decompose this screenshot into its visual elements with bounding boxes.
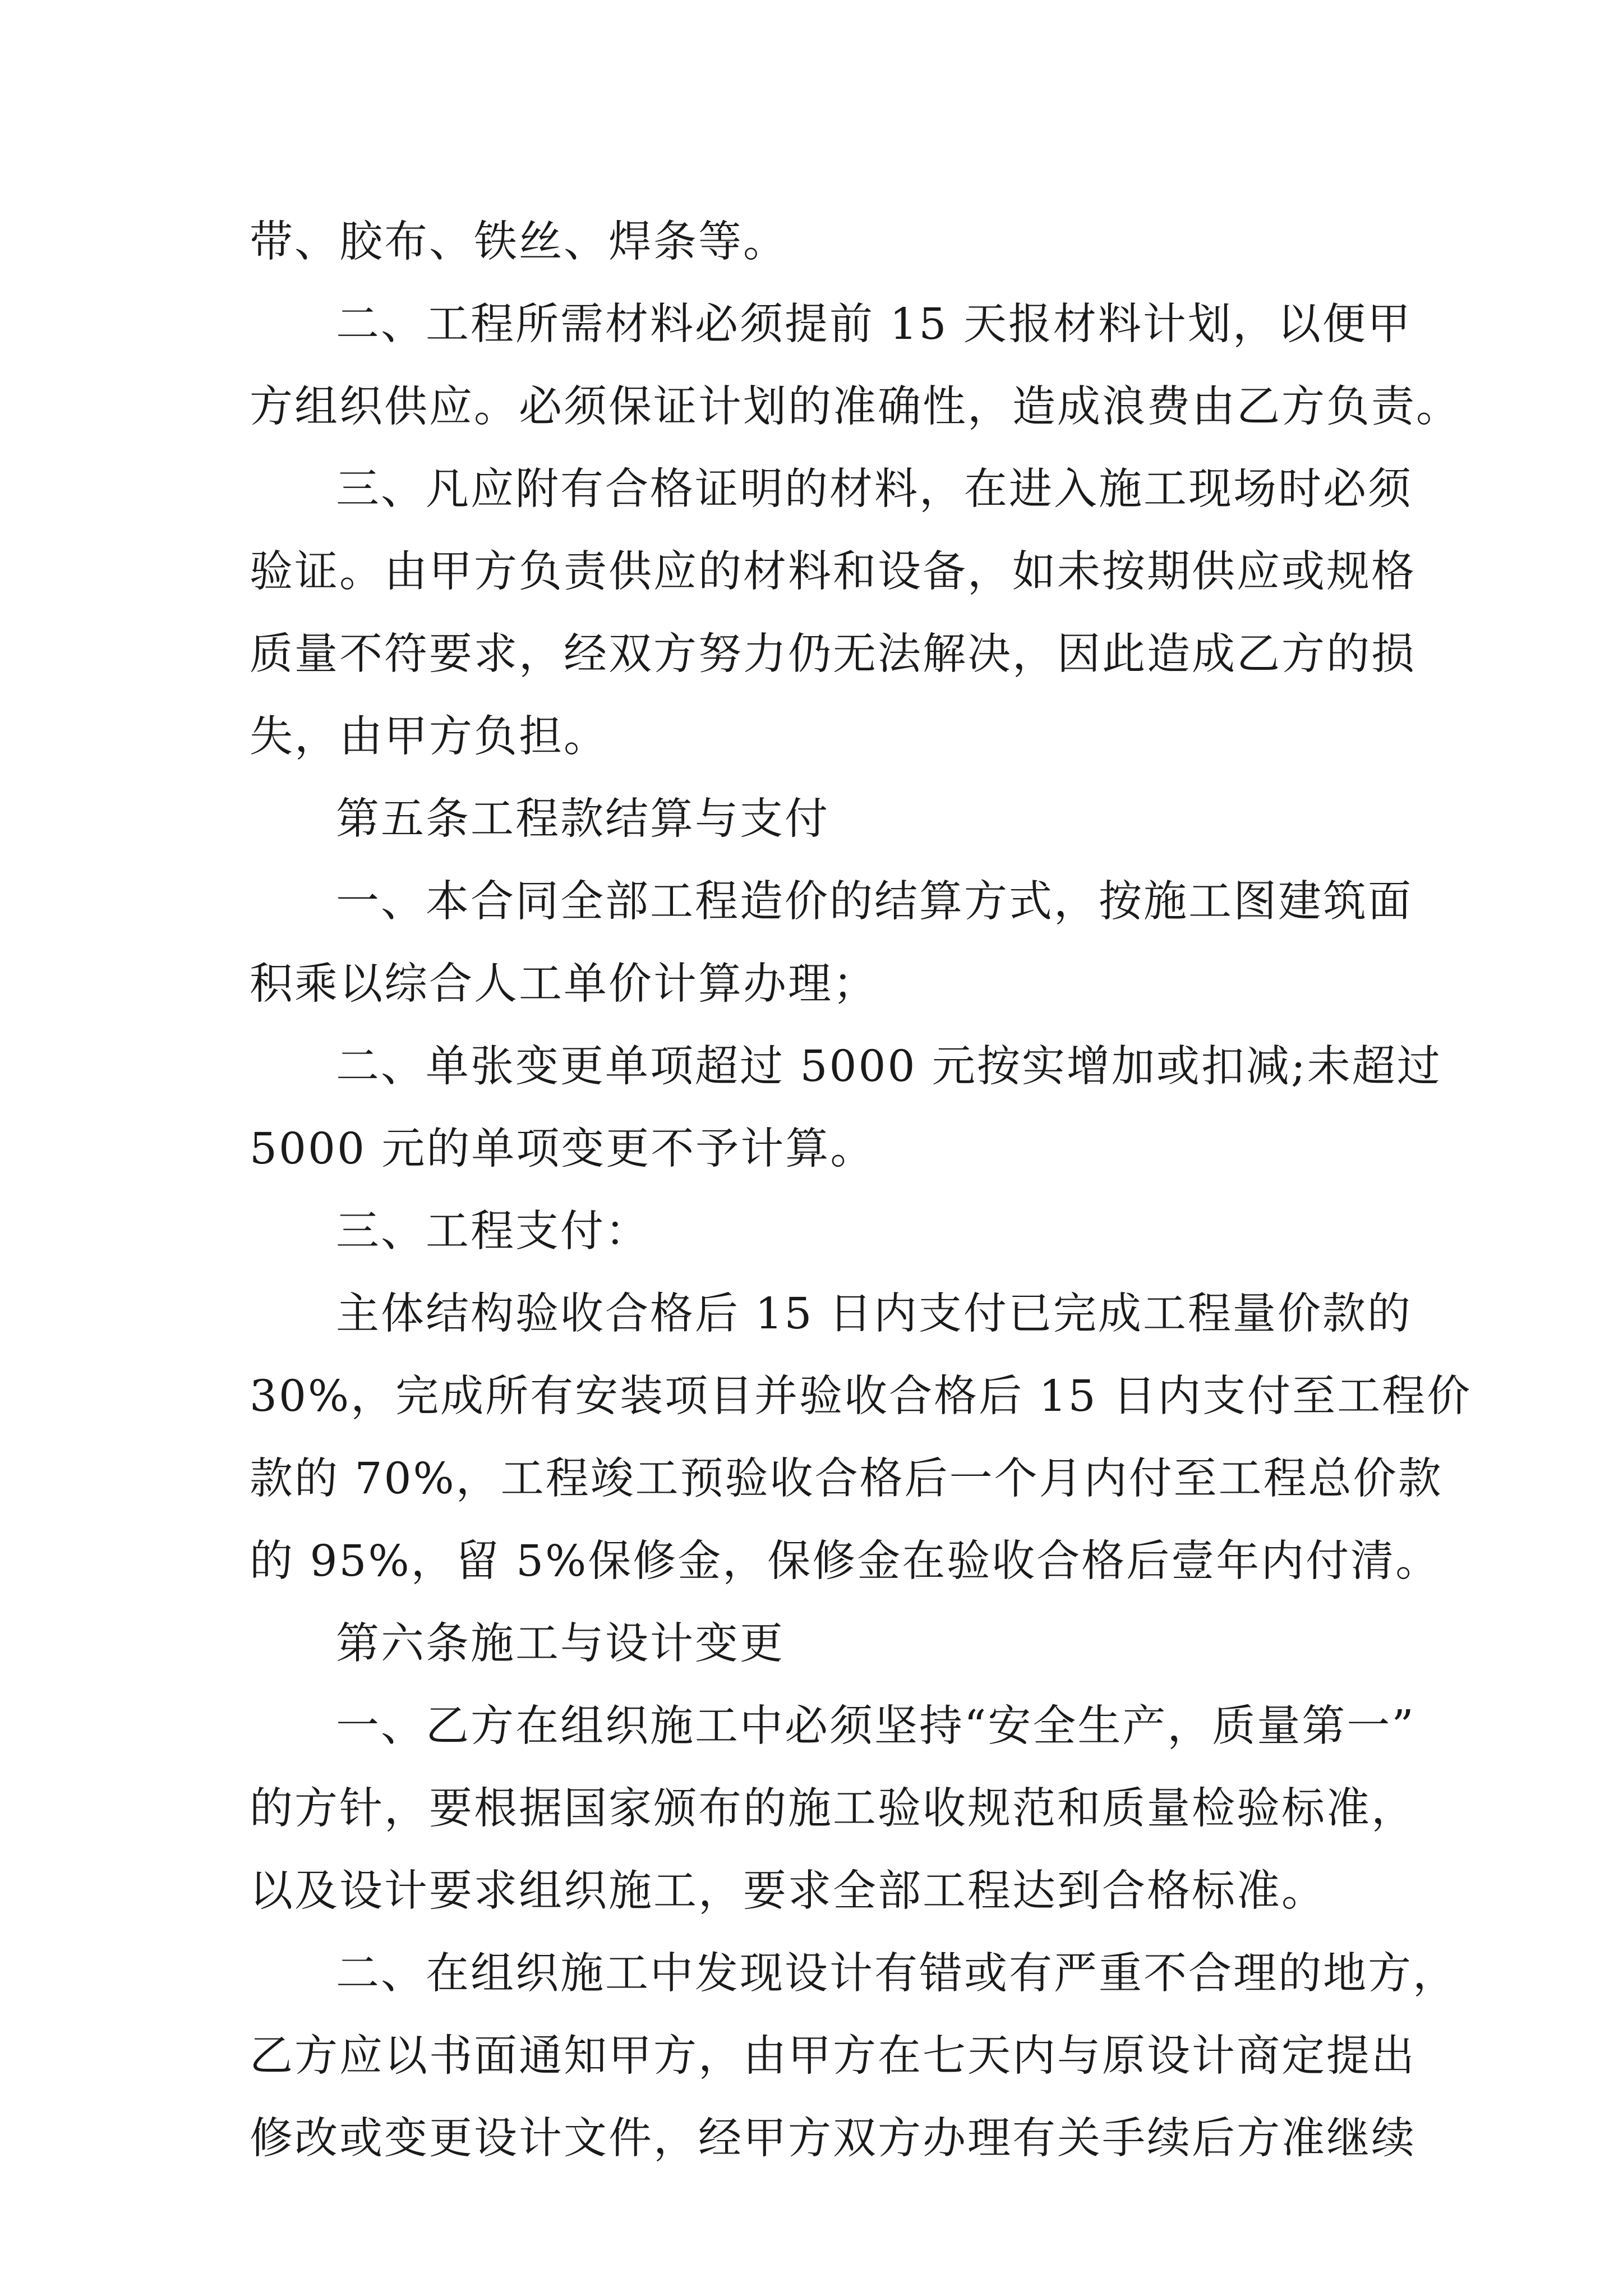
- text-line: 以及设计要求组织施工，要求全部工程达到合格标准。: [250, 1866, 1326, 1916]
- text-line: 30%，完成所有安装项目并验收合格后 15 日内支付至工程价: [250, 1372, 1472, 1421]
- text-line: 一、乙方在组织施工中必须坚持“安全生产，质量第一”: [336, 1701, 1415, 1751]
- text-line: 质量不符要求，经双方努力仍无法解决，因此造成乙方的损: [250, 629, 1416, 679]
- text-line: 三、工程支付：: [336, 1207, 650, 1257]
- text-line: 的 95%，留 5%保修金，保修金在验收合格后壹年内付清。: [250, 1536, 1441, 1586]
- text-line: 主体结构验收合格后 15 日内支付已完成工程量价款的: [336, 1289, 1412, 1339]
- text-line: 二、单张变更单项超过 5000 元按实增加或扣减;未超过: [336, 1042, 1442, 1092]
- text-line: 的方针，要根据国家颁布的施工验收规范和质量检验标准，: [250, 1784, 1416, 1834]
- text-line: 乙方应以书面通知甲方，由甲方在七天内与原设计商定提出: [250, 2031, 1416, 2081]
- text-line: 带、胶布、铁丝、焊条等。: [250, 217, 788, 267]
- text-line: 款的 70%，工程竣工预验收合格后一个月内付至工程总价款: [250, 1454, 1443, 1504]
- section-heading: 第五条工程款结算与支付: [336, 794, 829, 844]
- text-line: 三、凡应附有合格证明的材料，在进入施工现场时必须: [336, 464, 1413, 514]
- text-line: 积乘以综合人工单价计算办理；: [250, 959, 878, 1009]
- text-line: 二、工程所需材料必须提前 15 天报材料计划，以便甲: [336, 300, 1412, 349]
- text-line: 二、在组织施工中发现设计有错或有严重不合理的地方，: [336, 1949, 1458, 1999]
- text-line: 失，由甲方负担。: [250, 712, 608, 762]
- text-line: 5000 元的单项变更不予计算。: [250, 1124, 875, 1174]
- text-line: 修改或变更设计文件，经甲方双方办理有关手续后方准继续: [250, 2114, 1416, 2164]
- document-body: [250, 201, 1472, 2180]
- text-line: 验证。由甲方负责供应的材料和设备，如未按期供应或规格: [250, 547, 1416, 597]
- section-heading: 第六条施工与设计变更: [336, 1619, 785, 1669]
- text-line: 方组织供应。必须保证计划的准确性，造成浪费由乙方负责。: [250, 382, 1461, 432]
- text-line: 一、本合同全部工程造价的结算方式，按施工图建筑面: [336, 877, 1413, 927]
